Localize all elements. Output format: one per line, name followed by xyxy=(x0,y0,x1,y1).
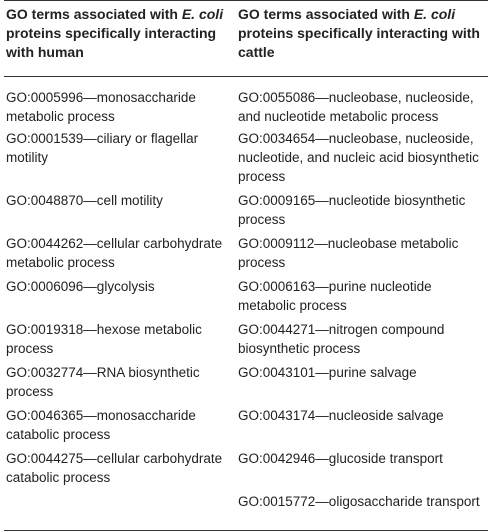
table-row xyxy=(4,191,488,234)
cell-human xyxy=(4,492,236,531)
cell-cattle: GO:0009112—nucleobase metabolic process xyxy=(238,236,459,270)
cell-cattle: GO:0015772—oligosaccharide transport xyxy=(236,492,488,531)
table-row xyxy=(4,492,488,531)
cell-cattle: GO:0043101—purine salvage xyxy=(238,365,417,380)
cell-human: GO:0048870—cell motility xyxy=(6,193,163,208)
cell-cattle: GO:0055086—nucleobase, nucleoside, and nucleotide metabolic process xyxy=(238,90,474,124)
cell-human: GO:0044275—cellular carbohydrate catabolic process xyxy=(6,451,223,485)
go-terms-table xyxy=(4,0,488,531)
header-human: GO terms associated with E. coli proteins specifically interacting with human xyxy=(4,1,236,77)
cell-human: GO:0006096—glycolysis xyxy=(6,279,155,294)
cell-human: GO:0046365—monosaccharide catabolic process xyxy=(6,408,196,442)
header-cattle: GO terms associated with E. coli proteins specifically interacting with cattle xyxy=(236,1,488,77)
table-row xyxy=(4,77,488,130)
cell-cattle: GO:0044271—nitrogen compound biosynthetic process xyxy=(238,322,445,356)
cell-cattle: GO:0009165—nucleotide biosynthetic process xyxy=(238,193,466,227)
cell-human: GO:0001539—ciliary or flagellar motility xyxy=(6,131,199,165)
table-header-row xyxy=(4,1,488,77)
cell-human: GO:0044262—cellular carbohydrate metabolic process xyxy=(6,236,223,270)
cell-cattle: GO:0034654—nucleobase, nucleoside, nucleotide, and nucleic acid biosynthetic process xyxy=(238,131,479,184)
cell-human: GO:0032774—RNA biosynthetic process xyxy=(6,365,200,399)
table-row xyxy=(4,234,488,277)
cell-human: GO:0019318—hexose metabolic process xyxy=(6,322,202,356)
cell-cattle: GO:0043174—nucleoside salvage xyxy=(238,408,444,423)
table-row xyxy=(4,449,488,492)
table-row xyxy=(4,129,488,191)
table-row xyxy=(4,363,488,406)
cell-human: GO:0005996—monosaccharide metabolic process xyxy=(6,90,196,124)
table-row xyxy=(4,406,488,449)
cell-cattle: GO:0042946—glucoside transport xyxy=(238,451,443,466)
table-row xyxy=(4,277,488,320)
cell-cattle: GO:0006163—purine nucleotide metabolic process xyxy=(238,279,432,313)
table-row xyxy=(4,320,488,363)
